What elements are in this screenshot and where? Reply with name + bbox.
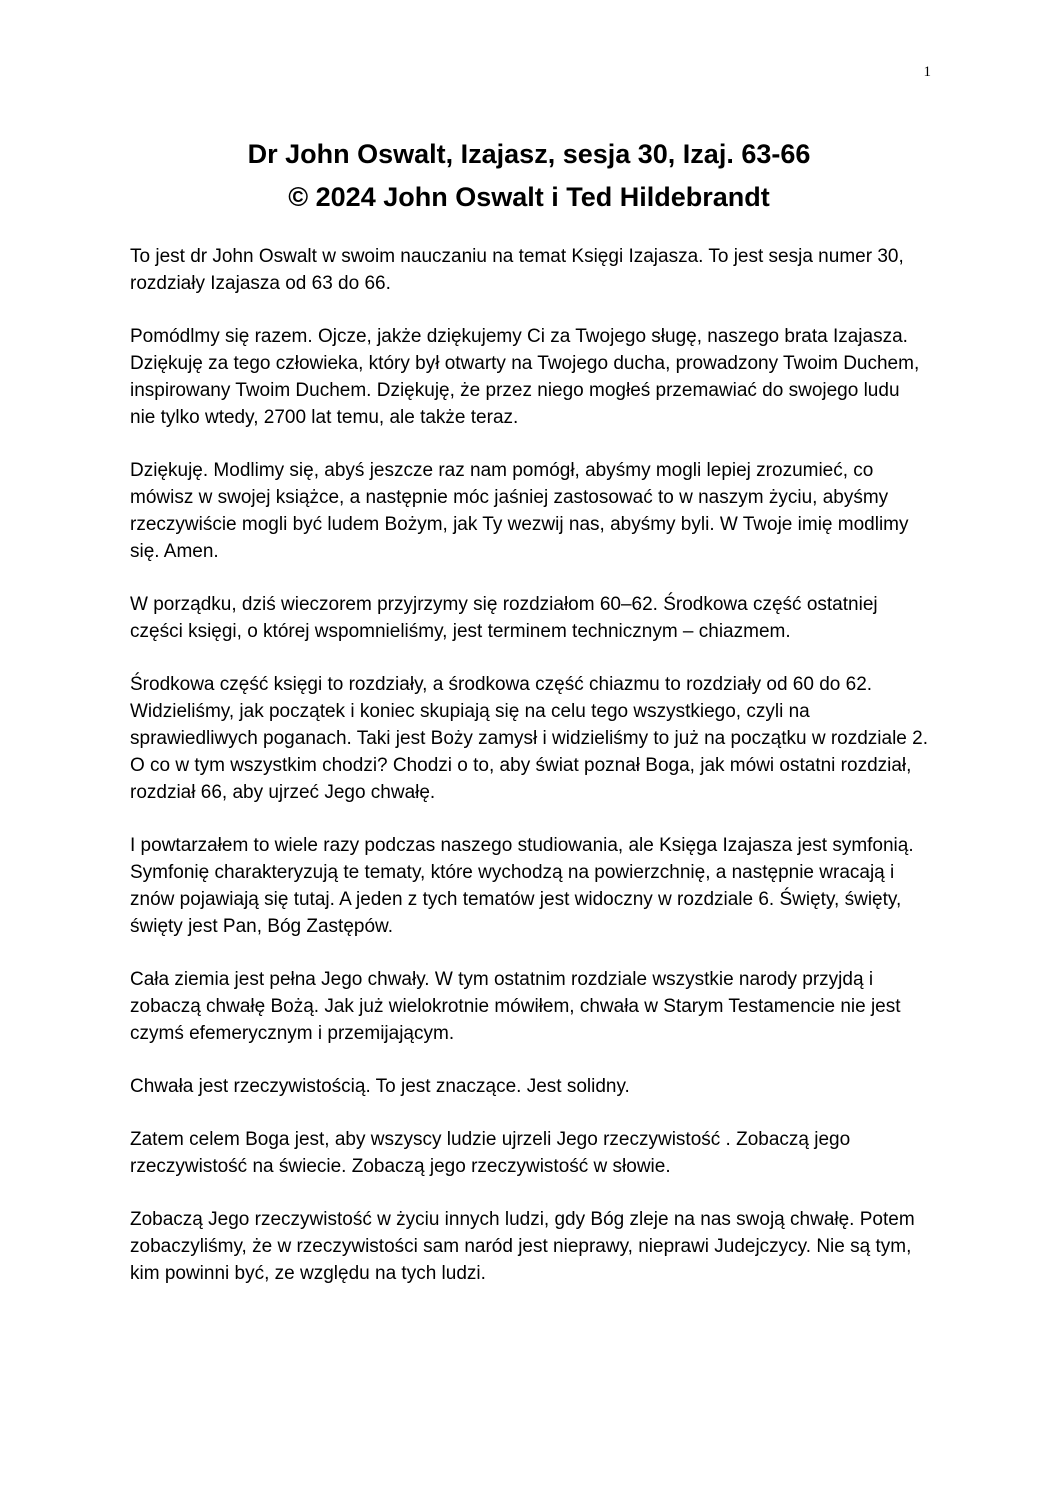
page-number: 1 [923, 64, 931, 80]
paragraph: W porządku, dziś wieczorem przyjrzymy się rozdziałom 60–62. Środkowa część ostatniej części księgi, o której wspomnieliśmy, jest terminem technicznym – chiazmem. [130, 594, 878, 642]
paragraph: Zatem celem Boga jest, aby wszyscy ludzie ujrzeli Jego rzeczywistość . Zobaczą jego rzeczywistość na świecie. Zobaczą jego rzeczywistość w słowie. [130, 1129, 851, 1177]
paragraph: Dziękuję. Modlimy się, abyś jeszcze raz nam pomógł, abyśmy mogli lepiej zrozumieć, co mówisz w swojej książce, a następnie móc jaśniej zastosować to w naszym życiu, abyśmy rzeczywiście mogli być ludem Bożym, jak Ty wezwij nas, abyśmy byli. W Twoje imię modlimy się. Amen. [130, 460, 909, 562]
paragraph: Pomódlmy się razem. Ojcze, jakże dziękujemy Ci za Twojego sługę, naszego brata Izajasza. Dziękuję za tego człowieka, który był otwarty na Twojego ducha, prowadzony Twoim Duchem, inspirowany Twoim Duchem. Dziękuję, że przez niego mogłeś przemawiać do swojego ludu nie tylko wtedy, 2700 lat temu, ale także teraz. [130, 326, 920, 428]
paragraph: Zobaczą Jego rzeczywistość w życiu innych ludzi, gdy Bóg zleje na nas swoją chwałę. Potem zobaczyliśmy, że w rzeczywistości sam naród jest nieprawy, nieprawi Judejczycy. Nie są tym, kim powinni być, ze względu na tych ludzi. [130, 1209, 915, 1284]
document-title [0, 133, 1058, 219]
paragraph: To jest dr John Oswalt w swoim nauczaniu na temat Księgi Izajasza. To jest sesja numer 30, rozdziały Izajasza od 63 do 66. [130, 246, 904, 294]
paragraph: I powtarzałem to wiele razy podczas naszego studiowania, ale Księga Izajasza jest symfonią. Symfonię charakteryzują te tematy, które wychodzą na powierzchnię, a następnie wracają i znów pojawiają się tutaj. A jeden z tych tematów jest widoczny w rozdziale 6. Święty, święty, święty jest Pan, Bóg Zastępów. [130, 835, 914, 937]
title-line-2: © 2024 John Oswalt i Ted Hildebrandt [288, 182, 770, 212]
paragraph: Cała ziemia jest pełna Jego chwały. W tym ostatnim rozdziale wszystkie narody przyjdą i zobaczą chwałę Bożą. Jak już wielokrotnie mówiłem, chwała w Starym Testamencie nie jest czymś efemerycznym i przemijającym. [130, 969, 901, 1044]
paragraph: Środkowa część księgi to rozdziały, a środkowa część chiazmu to rozdziały od 60 do 62. Widzieliśmy, jak początek i koniec skupiają się na celu tego wszystkiego, czyli na sprawiedliwych poganach. Taki jest Boży zamysł i widzieliśmy to już na początku w rozdziale 2. O co w tym wszystkim chodzi? Chodzi o to, aby świat poznał Boga, jak mówi ostatni rozdział, rozdział 66, aby ujrzeć Jego chwałę. [130, 674, 928, 803]
body-text [130, 243, 930, 1313]
paragraph: Chwała jest rzeczywistością. To jest znaczące. Jest solidny. [130, 1076, 630, 1097]
title-line-1: Dr John Oswalt, Izajasz, sesja 30, Izaj. 63-66 [247, 139, 811, 169]
